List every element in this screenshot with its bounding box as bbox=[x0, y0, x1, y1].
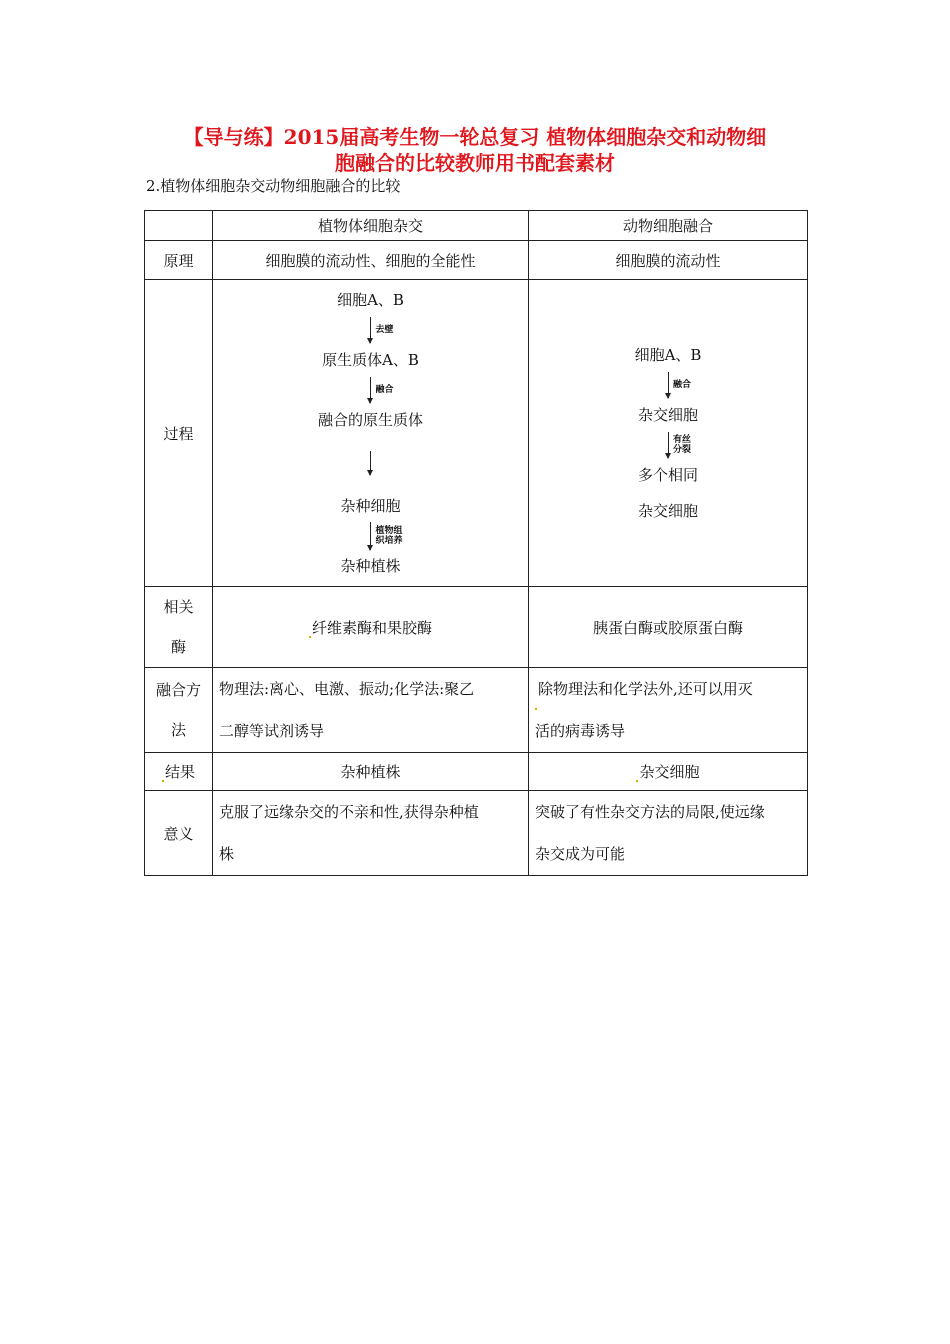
significance-animal bbox=[529, 791, 808, 876]
comparison-table bbox=[144, 210, 808, 876]
result-label bbox=[145, 753, 213, 791]
section-subtitle: 2.植物体细胞杂交动物细胞融合的比较 bbox=[146, 177, 401, 195]
document-title bbox=[150, 124, 800, 176]
animal-flow-diagram bbox=[535, 344, 801, 522]
mark-dot bbox=[309, 636, 311, 638]
significance-row bbox=[145, 791, 808, 876]
significance-animal-line-2: 杂交成为可能 bbox=[535, 845, 626, 863]
method-plant-line-1: 物理法:离心、电激、振动;化学法:聚乙 bbox=[219, 680, 475, 698]
mark-dot bbox=[162, 780, 164, 782]
plant-step-protoplasts: 原生质体A、B bbox=[322, 351, 419, 369]
method-plant bbox=[213, 668, 529, 753]
significance-plant-line-2: 株 bbox=[219, 845, 235, 863]
header-plant: 植物体细胞杂交 bbox=[213, 211, 529, 241]
method-label-line-2: 法 bbox=[170, 721, 186, 739]
plant-arrow-label-3 bbox=[376, 526, 403, 546]
animal-step-hybrid-cell: 杂交细胞 bbox=[637, 406, 698, 424]
header-blank-cell bbox=[145, 211, 213, 241]
title-line-2: 胞融合的比较教师用书配套素材 bbox=[335, 151, 615, 175]
method-row bbox=[145, 668, 808, 753]
principle-plant: 细胞膜的流动性、细胞的全能性 bbox=[213, 241, 529, 280]
process-label: 过程 bbox=[145, 280, 213, 587]
enzyme-plant-text: 纤维素酶和果胶酶 bbox=[311, 618, 432, 637]
plant-step-hybrid-plant: 杂种植株 bbox=[340, 557, 401, 575]
result-animal-text: 杂交细胞 bbox=[639, 763, 700, 781]
enzyme-label bbox=[145, 587, 213, 668]
animal-arrow-label-2a: 有丝 bbox=[673, 435, 692, 445]
process-animal-cell bbox=[529, 280, 808, 587]
significance-animal-line-1: 突破了有性杂交方法的局限,使远缘 bbox=[535, 803, 765, 821]
method-plant-line-2: 二醇等试剂诱导 bbox=[219, 722, 325, 740]
animal-arrow-mitosis bbox=[668, 426, 692, 464]
method-animal bbox=[529, 668, 808, 753]
significance-plant-line-1: 克服了远缘杂交的不亲和性,获得杂种植 bbox=[219, 803, 479, 821]
animal-step-cells-ab: 细胞A、B bbox=[634, 346, 702, 364]
down-arrow-icon bbox=[370, 377, 371, 403]
plant-flow-diagram bbox=[219, 289, 522, 577]
method-animal-line-1-text: 除物理法和化学法外,还可以用灭 bbox=[538, 680, 753, 698]
method-animal-line-2: 活的病毒诱导 bbox=[535, 722, 626, 740]
plant-step-cells-ab: 细胞A、B bbox=[337, 291, 404, 309]
plant-step-hybrid-cell: 杂种细胞 bbox=[340, 497, 401, 515]
plant-arrow-regeneration bbox=[370, 431, 371, 495]
down-arrow-icon bbox=[370, 317, 371, 343]
header-row bbox=[145, 211, 808, 241]
title-line-1: 【导与练】2015届高考生物一轮总复习 植物体细胞杂交和动物细 bbox=[183, 125, 767, 149]
animal-arrow-label-1: 融合 bbox=[673, 380, 692, 390]
significance-plant bbox=[213, 791, 529, 876]
result-animal bbox=[529, 753, 808, 791]
plant-arrow-label-2: 融合 bbox=[375, 385, 394, 395]
animal-arrow-label-2 bbox=[673, 435, 691, 455]
plant-arrow-label-3a: 植物组 bbox=[375, 526, 403, 536]
down-arrow-icon bbox=[370, 451, 371, 475]
method-label-line-1: 融合方 bbox=[155, 681, 201, 699]
plant-arrow-wall-removal bbox=[370, 311, 394, 349]
method-animal-line-1 bbox=[535, 668, 801, 710]
enzyme-row bbox=[145, 587, 808, 668]
result-label-text: 结果 bbox=[164, 763, 195, 781]
result-row bbox=[145, 753, 808, 791]
down-arrow-icon bbox=[370, 522, 371, 550]
principle-label: 原理 bbox=[145, 241, 213, 280]
process-plant-cell bbox=[213, 280, 529, 587]
down-arrow-icon bbox=[668, 432, 669, 458]
principle-animal: 细胞膜的流动性 bbox=[529, 241, 808, 280]
animal-step-multiple-same: 多个相同 bbox=[637, 466, 698, 484]
enzyme-label-line-1: 相关 bbox=[163, 598, 194, 616]
animal-arrow-fusion bbox=[668, 366, 692, 404]
down-arrow-icon bbox=[668, 372, 669, 398]
enzyme-animal: 胰蛋白酶或胶原蛋白酶 bbox=[529, 587, 808, 668]
plant-step-fused-protoplast: 融合的原生质体 bbox=[317, 411, 423, 429]
plant-arrow-fusion bbox=[370, 371, 394, 409]
plant-arrow-tissue-culture bbox=[370, 517, 403, 555]
header-animal: 动物细胞融合 bbox=[529, 211, 808, 241]
enzyme-label-line-2: 酶 bbox=[170, 638, 186, 656]
plant-arrow-label-3b: 织培养 bbox=[375, 536, 403, 546]
animal-step-hybrid-cells: 杂交细胞 bbox=[637, 502, 698, 520]
enzyme-plant bbox=[213, 587, 529, 668]
principle-row bbox=[145, 241, 808, 280]
animal-arrow-label-2b: 分裂 bbox=[673, 445, 692, 455]
process-row bbox=[145, 280, 808, 587]
plant-arrow-label-1: 去壁 bbox=[375, 325, 394, 335]
method-label bbox=[145, 668, 213, 753]
significance-label: 意义 bbox=[145, 791, 213, 876]
result-plant: 杂种植株 bbox=[213, 753, 529, 791]
